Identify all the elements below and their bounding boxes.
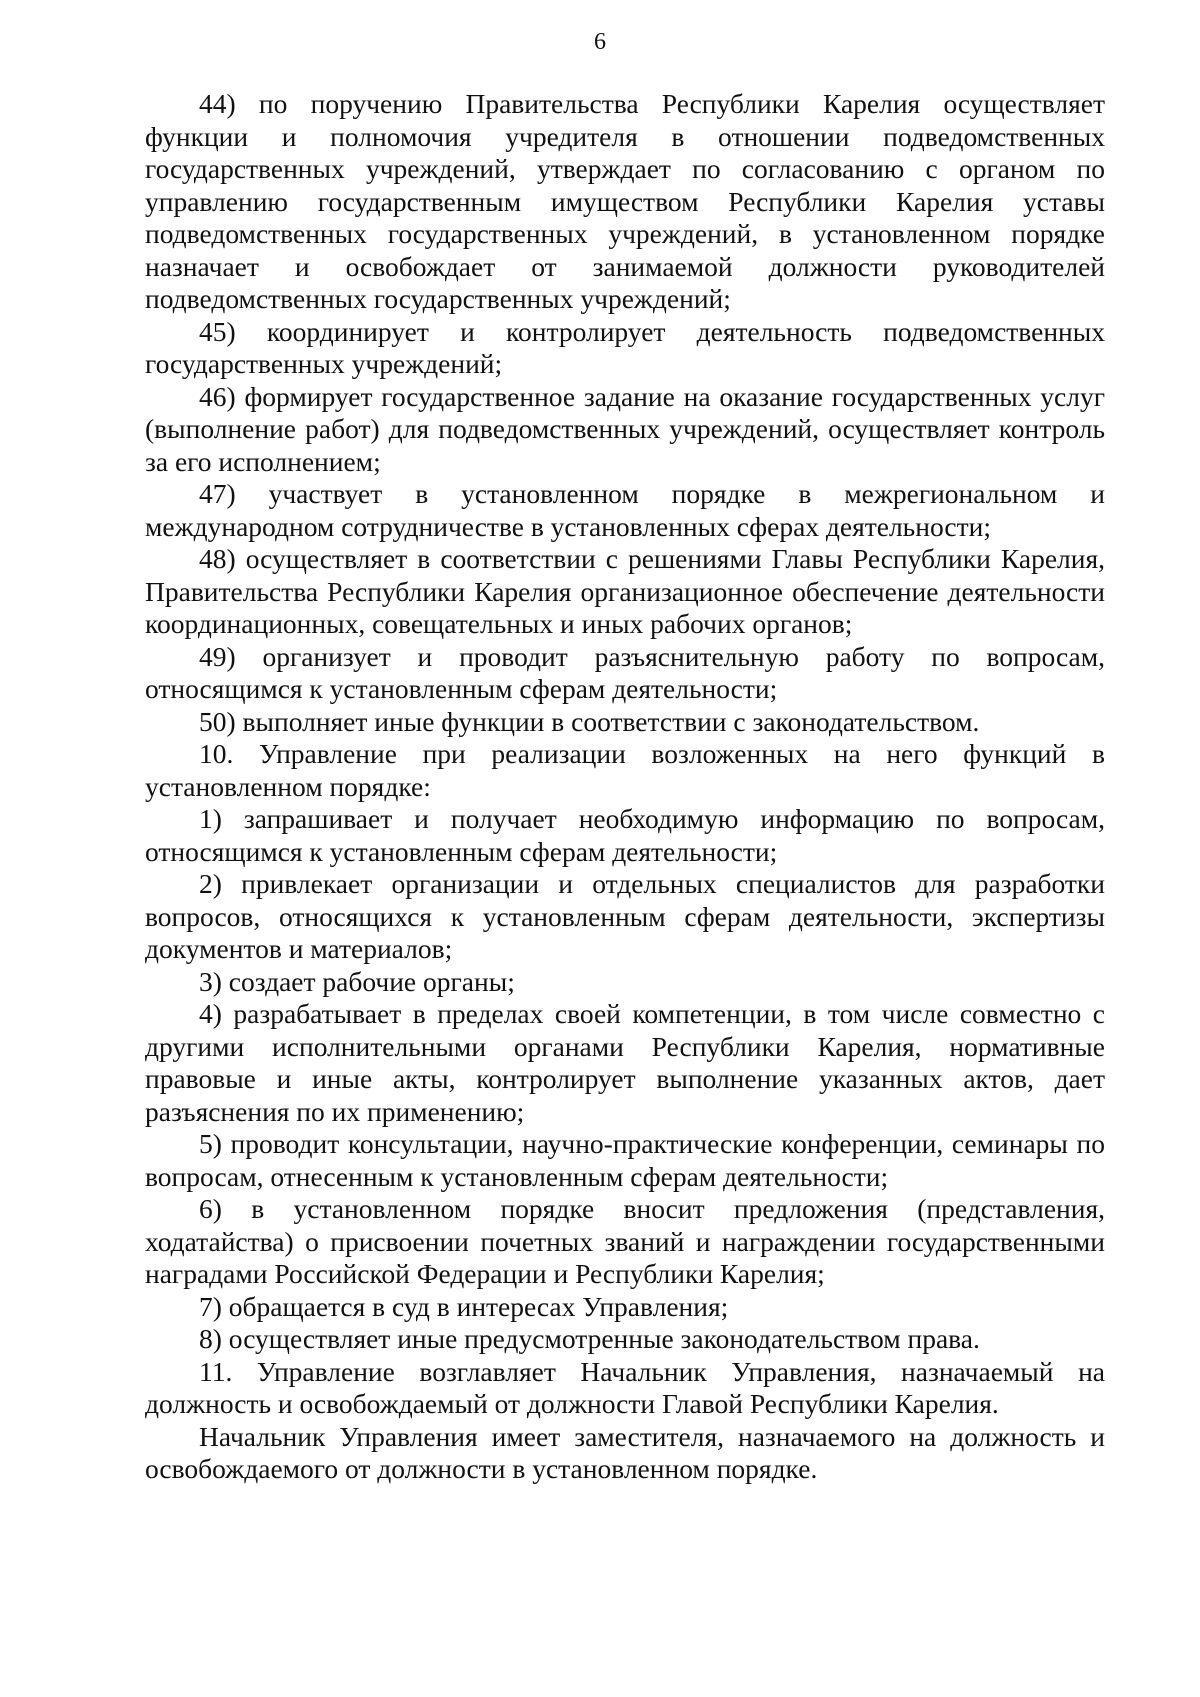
paragraph-item-45: 45) координирует и контролирует деятельность подведомственных государственных учреждений; <box>145 315 1105 379</box>
paragraph-section-11: 11. Управление возглавляет Начальник Управления, назначаемый на должность и освобождаемый от должности Главой Республики Карелия. <box>145 1355 1105 1419</box>
page-number: 6 <box>594 29 606 55</box>
paragraph-item-50: 50) выполняет иные функции в соответствии с законодательством. <box>199 705 980 737</box>
document-body <box>145 88 1105 1486</box>
paragraph-item-46: 46) формирует государственное задание на оказание государственных услуг (выполнение работ) для подведомственных учреждений, осуществляет контроль за его исполнением; <box>145 380 1105 477</box>
paragraph-section-10-item-7: 7) обращается в суд в интересах Управления; <box>199 1290 729 1322</box>
paragraph-section-10-item-1: 1) запрашивает и получает необходимую информацию по вопросам, относящимся к установленным сферам деятельности; <box>145 803 1105 867</box>
paragraph-section-10: 10. Управление при реализации возложенных на него функций в установленном порядке: <box>145 738 1105 802</box>
paragraph-section-10-item-4: 4) разрабатывает в пределах своей компетенции, в том числе совместно с другими исполнительными органами Республики Карелия, нормативные правовые и иные акты, контролирует выполнение указанных актов, дает разъяснения по их применению; <box>145 998 1105 1127</box>
paragraph-item-49: 49) организует и проводит разъяснительную работу по вопросам, относящимся к установленным сферам деятельности; <box>145 640 1105 704</box>
paragraph-section-10-item-5: 5) проводит консультации, научно-практические конференции, семинары по вопросам, отнесенным к установленным сферам деятельности; <box>145 1128 1105 1192</box>
paragraph-section-10-item-2: 2) привлекает организации и отдельных специалистов для разработки вопросов, относящихся к установленным сферам деятельности, экспертизы документов и материалов; <box>145 868 1105 964</box>
paragraph-item-47: 47) участвует в установленном порядке в межрегиональном и международном сотрудничестве в установленных сферах деятельности; <box>145 478 1105 542</box>
paragraph-section-10-item-3: 3) создает рабочие органы; <box>199 965 515 997</box>
paragraph-section-10-item-8: 8) осуществляет иные предусмотренные законодательством права. <box>199 1323 980 1354</box>
paragraph-item-48: 48) осуществляет в соответствии с решениями Главы Республики Карелия, Правительства Республики Карелия организационное обеспечение деятельности координационных, совещательных и иных рабочих органов; <box>145 543 1105 639</box>
paragraph-deputy: Начальник Управления имеет заместителя, назначаемого на должность и освобождаемого от должности в установленном порядке. <box>145 1420 1105 1484</box>
paragraph-item-44: 44) по поручению Правительства Республики Карелия осуществляет функции и полномочия учредителя в отношении подведомственных государственных учреждений, утверждает по согласованию с органом по управлению государственным имуществом Республики Карелия уставы подведомственных государственных учреждений, в установленном порядке назначает и освобождает от занимаемой должности руководителей подведомственных государственных учреждений; <box>145 88 1105 314</box>
paragraph-section-10-item-6: 6) в установленном порядке вносит предложения (представления, ходатайства) о присвоении почетных званий и награждении государственными наградами Российской Федерации и Республики Карелия; <box>145 1193 1105 1289</box>
